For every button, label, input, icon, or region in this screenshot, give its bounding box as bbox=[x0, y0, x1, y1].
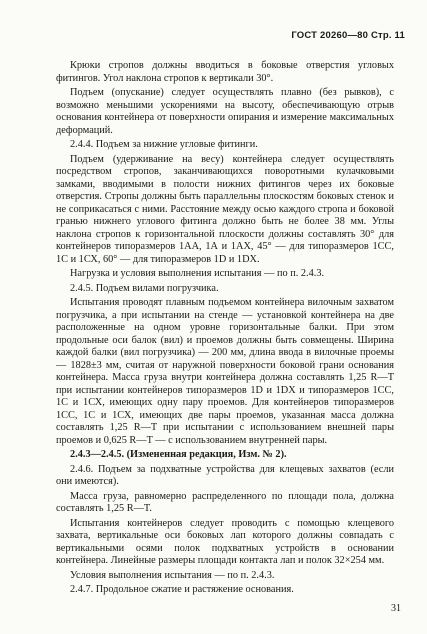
paragraph-lifting: Подъем (опускание) следует осуществлять плавно (без рывков), с возможно меньшими ускорениями на высоту, обеспечивающую отрыв основания контейнера от поверхности опирания и измерение максимальных деформаций. bbox=[56, 87, 394, 136]
page-number: 31 bbox=[391, 603, 401, 614]
paragraph-load-conditions-1: Нагрузка и условия выполнения испытания — по п. 2.4.3. bbox=[70, 268, 325, 279]
section-2-4-5-heading: 2.4.5. Подъем вилами погрузчика. bbox=[70, 282, 219, 294]
page-body bbox=[56, 60, 394, 599]
paragraph-lower-fittings: Подъем (удерживание на весу) контейнера следует осуществлять посредством стропов, заканчивающихся поворотными кулачковыми замками, вводимыми в полости нижних фитингов через их боковые отверстия. Стропы должны быть параллельны плоскостям боковых стенок и не соприкасаться с ними. Расстояние между осью каждого стропа и боковой гранью нижнего углового фитинга должно быть не более 38 мм. Углы наклона стропов к горизонтальной плоскости должны составлять 30° для контейнеров типоразмеров 1АА, 1А и 1АХ, 45° — для типоразмеров 1СС, 1С и 1СХ, 60° — для типоразмеров 1D и 1DX. bbox=[56, 153, 394, 265]
paragraph-grab-test: Испытания контейнеров следует проводить с помощью клещевого захвата, вертикальные оси боковых лап которого должны совпадать с вертикальными осями полок подхватных устройств в основании контейнера. Линейные размеры площади контакта лап и полок 32×254 мм. bbox=[56, 517, 394, 566]
section-2-4-4-heading: 2.4.4. Подъем за нижние угловые фитинги. bbox=[70, 139, 258, 150]
section-2-4-6-heading: 2.4.6. Подъем за подхватные устройства для клещевых захватов (если они имеются). bbox=[56, 463, 394, 487]
paragraph-load-conditions-2: Условия выполнения испытания — по п. 2.4.3. bbox=[70, 569, 275, 581]
paragraph-hooks: Крюки стропов должны вводиться в боковые отверстия угловых фитингов. Угол наклона стропов к вертикали 30°. bbox=[56, 60, 394, 84]
paragraph-forklift-test: Испытания проводят плавным подъемом контейнера вилочным захватом погрузчика, а при испытании на стенде — установкой контейнера на две расположенные на одном уровне горизонтальные балки. При этом продольные оси балок (вил) и проемов должны быть совмещены. Ширина каждой балки (вил погрузчика) — 200 мм, длина ввода в вилочные проемы — 1828±3 мм, считая от наружной поверхности боковой грани основания контейнера. Масса груза внутри контейнера должна составлять 1,25 R—T при испытании контейнеров типоразмеров 1D и 1DX и типоразмеров 1СС, 1С и 1СХ, имеющих одну пару проемов. Для контейнеров типоразмеров 1СС, 1С и 1СХ, имеющих две пары проемов, указанная масса должна составлять 1,25 R—T при испытании с использованием внешней пары проемов и 0,625 R—T — с использованием внутренней пары. bbox=[56, 297, 394, 446]
section-2-4-7-heading: 2.4.7. Продольное сжатие и растяжение основания. bbox=[70, 584, 294, 595]
amendment-note: 2.4.3—2.4.5. (Измененная редакция, Изм. № 2). bbox=[70, 449, 287, 460]
page-header: ГОСТ 20260—80 Стр. 11 bbox=[291, 30, 405, 41]
paragraph-floor-load: Масса груза, равномерно распределенного по площади пола, должна составлять 1,25 R—T. bbox=[56, 490, 394, 514]
